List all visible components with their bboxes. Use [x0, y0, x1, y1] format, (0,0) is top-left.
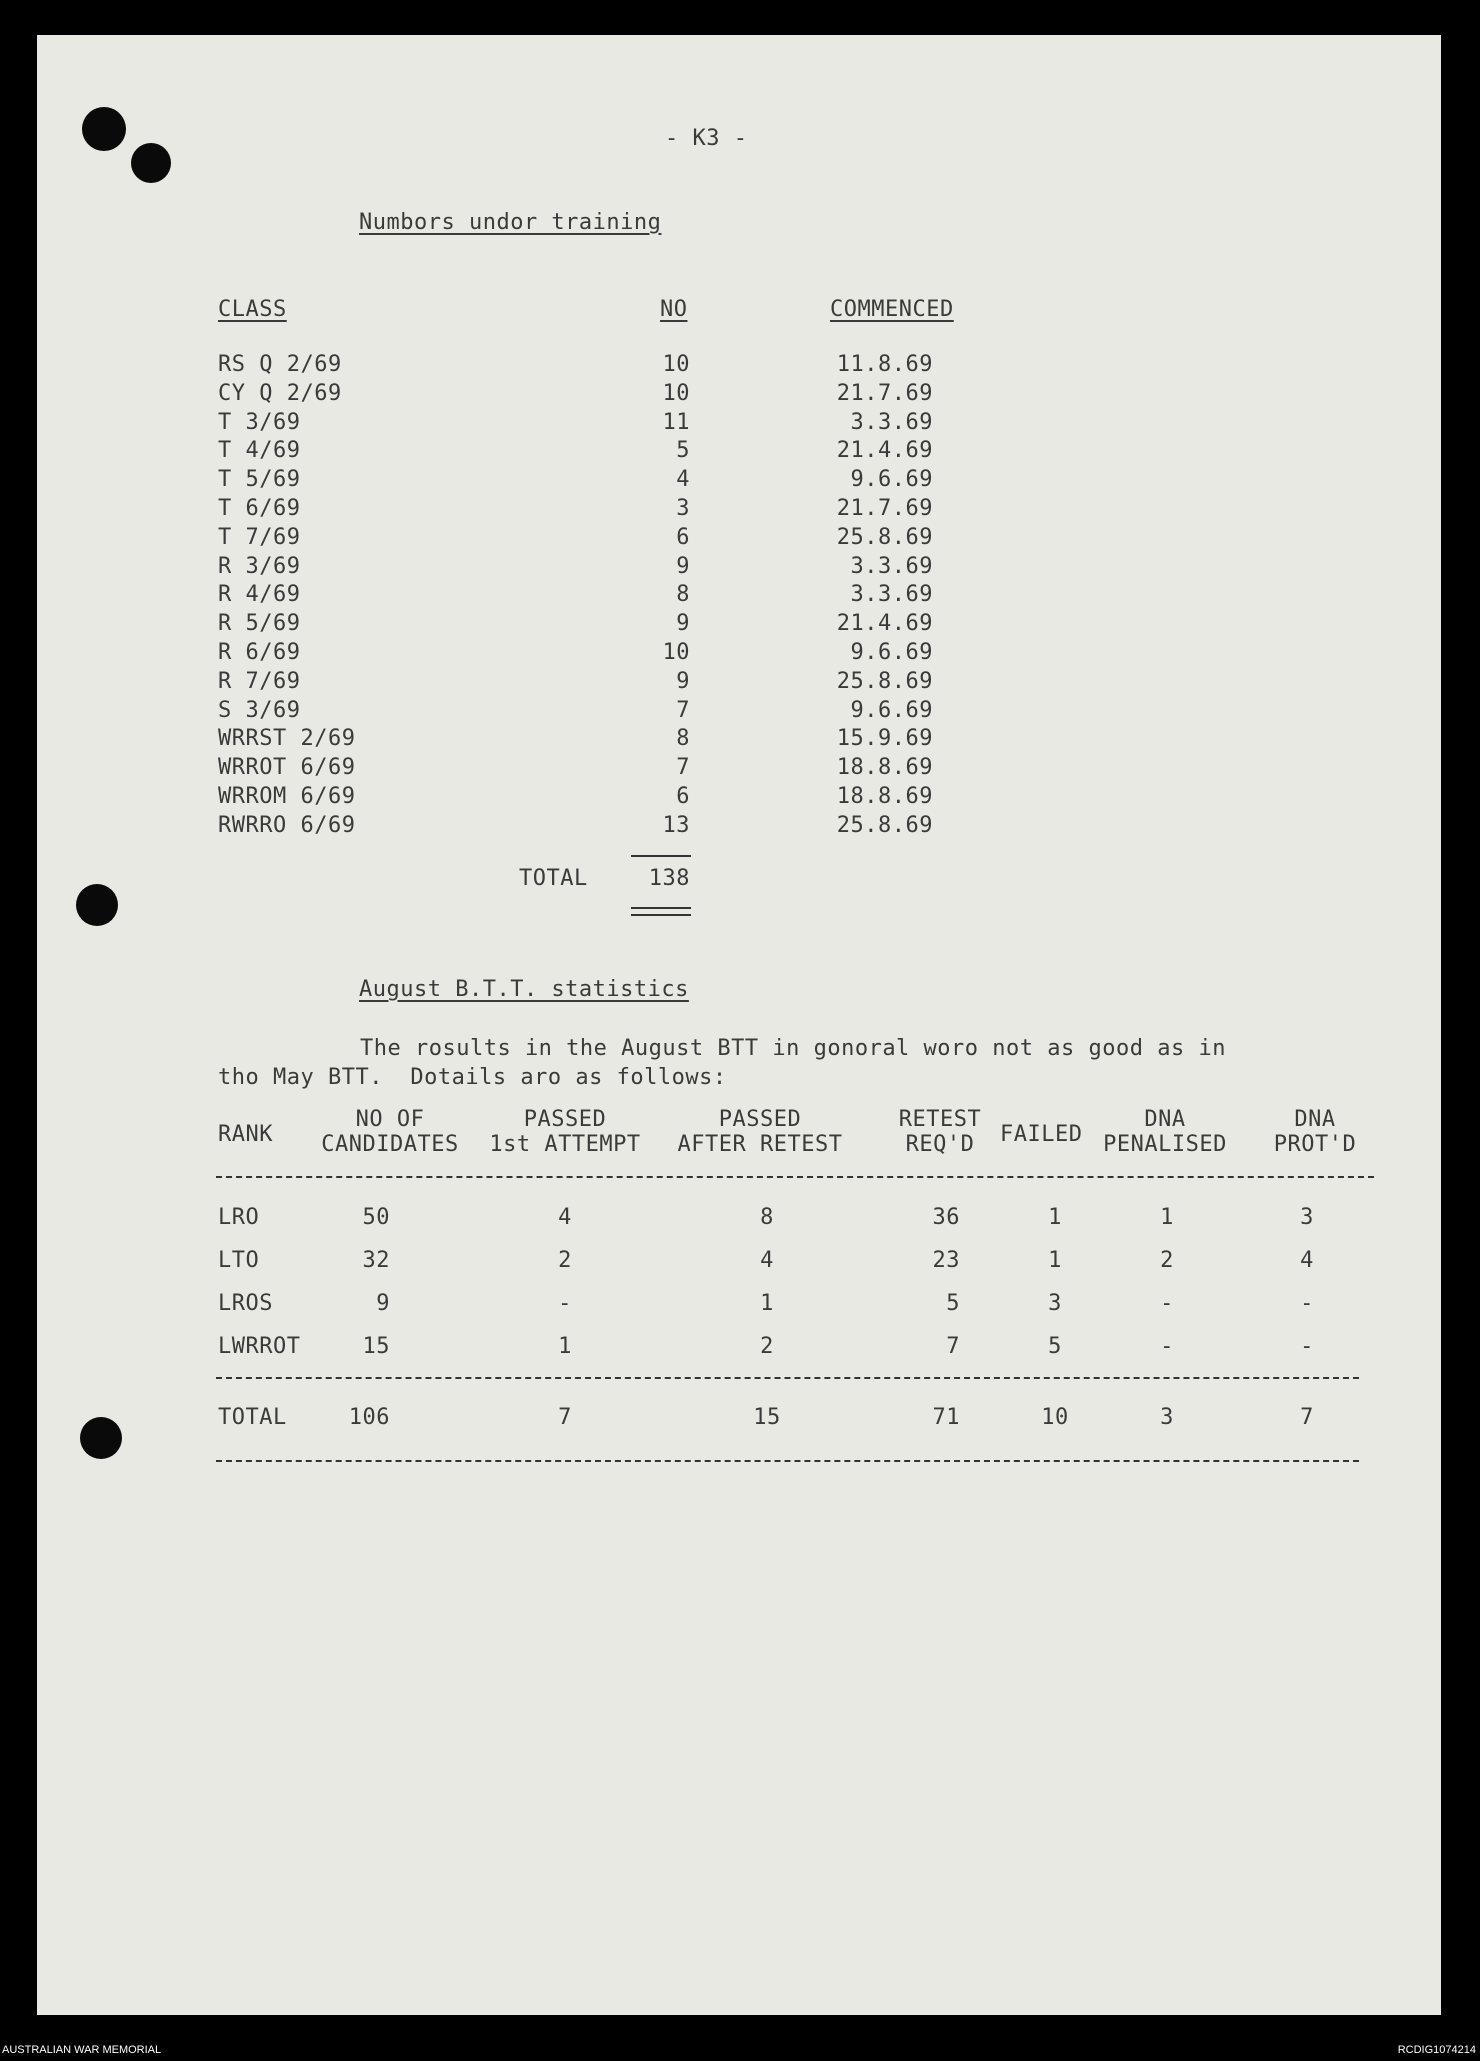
paragraph-line: tho May BTT. Dotails aro as follows: — [218, 1065, 727, 1090]
training-no: 11 — [662, 409, 690, 435]
btt-rank: LWRROT — [218, 1334, 301, 1359]
training-commenced: 11.8.69 — [836, 352, 933, 377]
training-commenced: 9.6.69 — [850, 467, 933, 493]
header-no: NO — [660, 297, 688, 322]
btt-rank: TOTAL — [218, 1405, 287, 1430]
training-class: T 4/69 — [218, 438, 301, 464]
training-class: R 6/69 — [218, 640, 301, 665]
btt-retest-reqd: 23 — [932, 1248, 960, 1273]
training-commenced: 15.9.69 — [836, 726, 933, 752]
training-class: WRRST 2/69 — [218, 726, 356, 752]
double-rule — [631, 907, 691, 909]
paragraph-line: The rosults in the August BTT in gonoral woro not as good as in — [360, 1036, 1226, 1061]
header-dna-protd: DNA PROT'D — [1273, 1107, 1357, 1157]
training-commenced: 25.8.69 — [836, 668, 933, 694]
training-no: 8 — [676, 582, 690, 608]
document-page — [37, 35, 1441, 2015]
training-class: R 3/69 — [218, 553, 301, 579]
training-class: T 7/69 — [218, 524, 301, 550]
btt-passed-retest: 8 — [760, 1205, 774, 1230]
punch-hole — [131, 143, 171, 183]
btt-failed: 10 — [1041, 1405, 1069, 1430]
btt-passed-retest: 2 — [760, 1334, 774, 1359]
btt-dna-penalised: - — [1160, 1334, 1174, 1359]
rows-rule — [216, 1377, 1359, 1379]
training-commenced: 25.8.69 — [836, 524, 933, 550]
training-no: 13 — [662, 812, 690, 838]
training-no: 7 — [676, 697, 690, 723]
training-total-label: TOTAL — [519, 866, 588, 891]
training-commenced: 3.3.69 — [850, 409, 933, 435]
btt-failed: 1 — [1048, 1248, 1062, 1273]
training-no: 10 — [662, 640, 690, 665]
btt-dna-protd: 4 — [1300, 1248, 1314, 1273]
training-commenced: 18.8.69 — [836, 755, 933, 781]
training-no: 7 — [676, 755, 690, 781]
training-commenced: 9.6.69 — [850, 640, 933, 665]
btt-passed-first: - — [558, 1291, 572, 1316]
bottom-rule — [216, 1460, 1359, 1462]
header-candidates: NO OF CANDIDATES — [321, 1107, 459, 1157]
training-no: 10 — [662, 380, 690, 406]
training-class: WRROM 6/69 — [218, 784, 356, 809]
btt-candidates: 9 — [376, 1291, 390, 1316]
training-class: R 5/69 — [218, 611, 301, 637]
double-rule — [631, 914, 691, 916]
btt-candidates: 106 — [348, 1405, 390, 1430]
section-title-training: Numbors undor training — [359, 210, 662, 235]
btt-rank: LROS — [218, 1291, 273, 1316]
btt-rank: LRO — [218, 1205, 260, 1230]
training-commenced: 25.8.69 — [836, 812, 933, 838]
header-retest-reqd: RETEST REQ'D — [898, 1107, 982, 1157]
btt-passed-first: 1 — [558, 1334, 572, 1359]
btt-candidates: 15 — [362, 1334, 390, 1359]
btt-retest-reqd: 5 — [946, 1291, 960, 1316]
training-commenced: 21.7.69 — [836, 496, 933, 521]
btt-candidates: 32 — [362, 1248, 390, 1273]
training-no: 3 — [676, 496, 690, 521]
training-commenced: 18.8.69 — [836, 784, 933, 809]
header-class: CLASS — [218, 297, 287, 322]
btt-dna-protd: - — [1300, 1291, 1314, 1316]
punch-hole — [82, 107, 126, 151]
training-total-value: 138 — [648, 866, 690, 891]
punch-hole — [76, 884, 118, 926]
header-commenced: COMMENCED — [830, 297, 954, 322]
btt-passed-first: 7 — [558, 1405, 572, 1430]
btt-retest-reqd: 7 — [946, 1334, 960, 1359]
training-no: 4 — [676, 467, 690, 493]
header-passed-first: PASSED 1st ATTEMPT — [489, 1107, 641, 1157]
header-dna-penalised: DNA PENALISED — [1103, 1107, 1227, 1157]
footer-left: AUSTRALIAN WAR MEMORIAL — [2, 2044, 162, 2056]
btt-dna-penalised: 2 — [1160, 1248, 1174, 1273]
btt-failed: 3 — [1048, 1291, 1062, 1316]
training-no: 8 — [676, 726, 690, 752]
header-passed-retest: PASSED AFTER RETEST — [677, 1107, 843, 1157]
training-commenced: 3.3.69 — [850, 553, 933, 579]
btt-candidates: 50 — [362, 1205, 390, 1230]
training-no: 9 — [676, 553, 690, 579]
training-commenced: 9.6.69 — [850, 697, 933, 723]
header-failed: FAILED — [1000, 1122, 1083, 1147]
total-rule — [631, 855, 691, 857]
btt-failed: 5 — [1048, 1334, 1062, 1359]
training-class: T 3/69 — [218, 409, 301, 435]
btt-retest-reqd: 36 — [932, 1205, 960, 1230]
footer-right: RCDIG1074214 — [1397, 2044, 1476, 2056]
training-commenced: 21.4.69 — [836, 438, 933, 464]
header-rule — [216, 1176, 1374, 1178]
training-class: RWRRO 6/69 — [218, 812, 356, 838]
btt-dna-protd: 3 — [1300, 1205, 1314, 1230]
page-marker: - K3 - — [665, 126, 748, 151]
training-class: R 7/69 — [218, 668, 301, 694]
btt-rank: LTO — [218, 1248, 260, 1273]
training-class: S 3/69 — [218, 697, 301, 723]
training-class: T 6/69 — [218, 496, 301, 521]
training-commenced: 21.7.69 — [836, 380, 933, 406]
btt-dna-penalised: - — [1160, 1291, 1174, 1316]
training-commenced: 3.3.69 — [850, 582, 933, 608]
training-class: WRROT 6/69 — [218, 755, 356, 781]
header-rank: RANK — [218, 1122, 273, 1147]
training-no: 9 — [676, 668, 690, 694]
training-commenced: 21.4.69 — [836, 611, 933, 637]
training-no: 10 — [662, 352, 690, 377]
training-no: 6 — [676, 784, 690, 809]
btt-passed-retest: 4 — [760, 1248, 774, 1273]
training-class: R 4/69 — [218, 582, 301, 608]
btt-failed: 1 — [1048, 1205, 1062, 1230]
btt-dna-penalised: 3 — [1160, 1405, 1174, 1430]
btt-passed-first: 2 — [558, 1248, 572, 1273]
btt-passed-retest: 1 — [760, 1291, 774, 1316]
btt-dna-penalised: 1 — [1160, 1205, 1174, 1230]
btt-passed-first: 4 — [558, 1205, 572, 1230]
punch-hole — [80, 1417, 122, 1459]
section-title-btt: August B.T.T. statistics — [359, 977, 689, 1002]
btt-passed-retest: 15 — [753, 1405, 781, 1430]
training-class: CY Q 2/69 — [218, 380, 342, 406]
training-no: 9 — [676, 611, 690, 637]
training-class: T 5/69 — [218, 467, 301, 493]
btt-dna-protd: - — [1300, 1334, 1314, 1359]
btt-retest-reqd: 71 — [932, 1405, 960, 1430]
btt-dna-protd: 7 — [1300, 1405, 1314, 1430]
training-no: 5 — [676, 438, 690, 464]
training-no: 6 — [676, 524, 690, 550]
training-class: RS Q 2/69 — [218, 352, 342, 377]
